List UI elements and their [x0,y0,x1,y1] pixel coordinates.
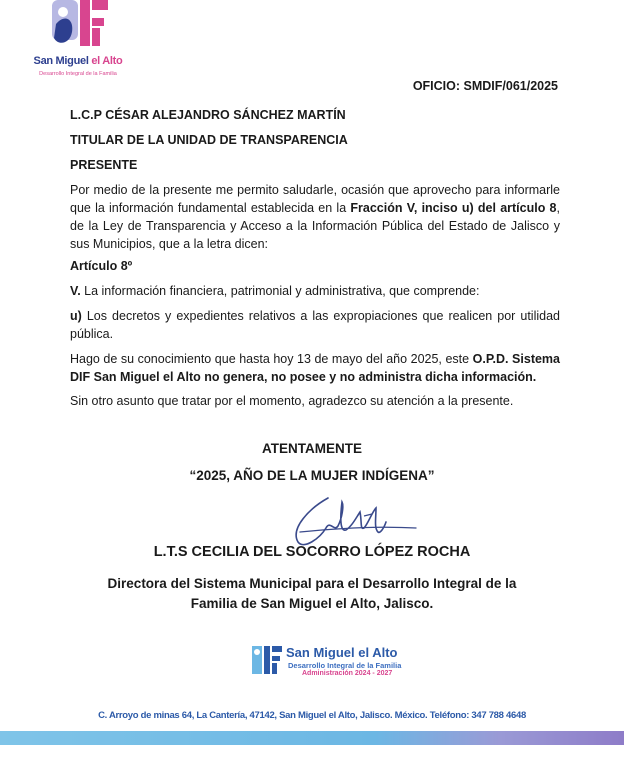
signer-position-line1: Directora del Sistema Municipal para el Desarrollo Integral de la [107,576,517,591]
atentamente: ATENTAMENTE [262,441,362,456]
presente: PRESENTE [70,158,138,172]
footer-logo-admin: Administración 2024 - 2027 [302,670,393,677]
notice-paragraph: Hago de su conocimiento que hasta hoy 13 de mayo del año 2025, este O.P.D. Sistema DIF San Miguel el Alto no genera, no posee y no administra dicha información. [70,352,561,384]
fraccion-paragraph: V. La información financiera, patrimonial y administrativa, que comprende: [70,284,480,298]
footer-logo [252,644,417,678]
motto: “2025, AÑO DE LA MUJER INDÍGENA” [189,468,435,483]
closing-paragraph: Sin otro asunto que tratar por el momento, agradezco su atención a la presente. [70,394,514,408]
recipient-name: L.C.P CÉSAR ALEJANDRO SÁNCHEZ MARTÍN [70,108,346,122]
signature-icon [280,488,420,550]
footer-logo-mark-icon [252,644,282,676]
dif-logo-mark-icon [50,0,110,52]
inciso-paragraph: u) Los decretos y expedientes relativos a las expropiaciones que realicen por utilidad pública. [70,309,560,341]
signer-name: L.T.S CECILIA DEL SOCORRO LÓPEZ ROCHA [153,544,471,560]
footer-logo-name: San Miguel el Alto [286,645,398,660]
signer-position-line2: Familia de San Miguel el Alto, Jalisco. [190,596,434,611]
footer-address: C. Arroyo de minas 64, La Cantería, 47142, San Miguel el Alto, Jalisco. México. Teléfono: 347 788 4648 [98,710,526,721]
oficio-number: OFICIO: SMDIF/061/2025 [412,79,558,93]
article-heading: Artículo 8º [70,259,133,273]
logo-tagline: Desarrollo Integral de la Familia [39,71,117,77]
footer-color-bar [0,731,624,745]
intro-paragraph: Por medio de la presente me permito saludarle, ocasión que aprovecho para informarle que la información fundamental establecida en la Fracción V, inciso u) del artículo 8, de la Ley de Transparencia y Acceso a la Información Pública del Estado de Jalisco y sus Municipios, que a la letra dicen: [70,183,560,251]
recipient-title: TITULAR DE LA UNIDAD DE TRANSPARENCIA [70,133,348,147]
footer-logo-sub: Desarrollo Integral de la Familia [288,661,402,670]
dif-logo [28,0,128,82]
logo-name: San Miguel el Alto [33,55,123,67]
